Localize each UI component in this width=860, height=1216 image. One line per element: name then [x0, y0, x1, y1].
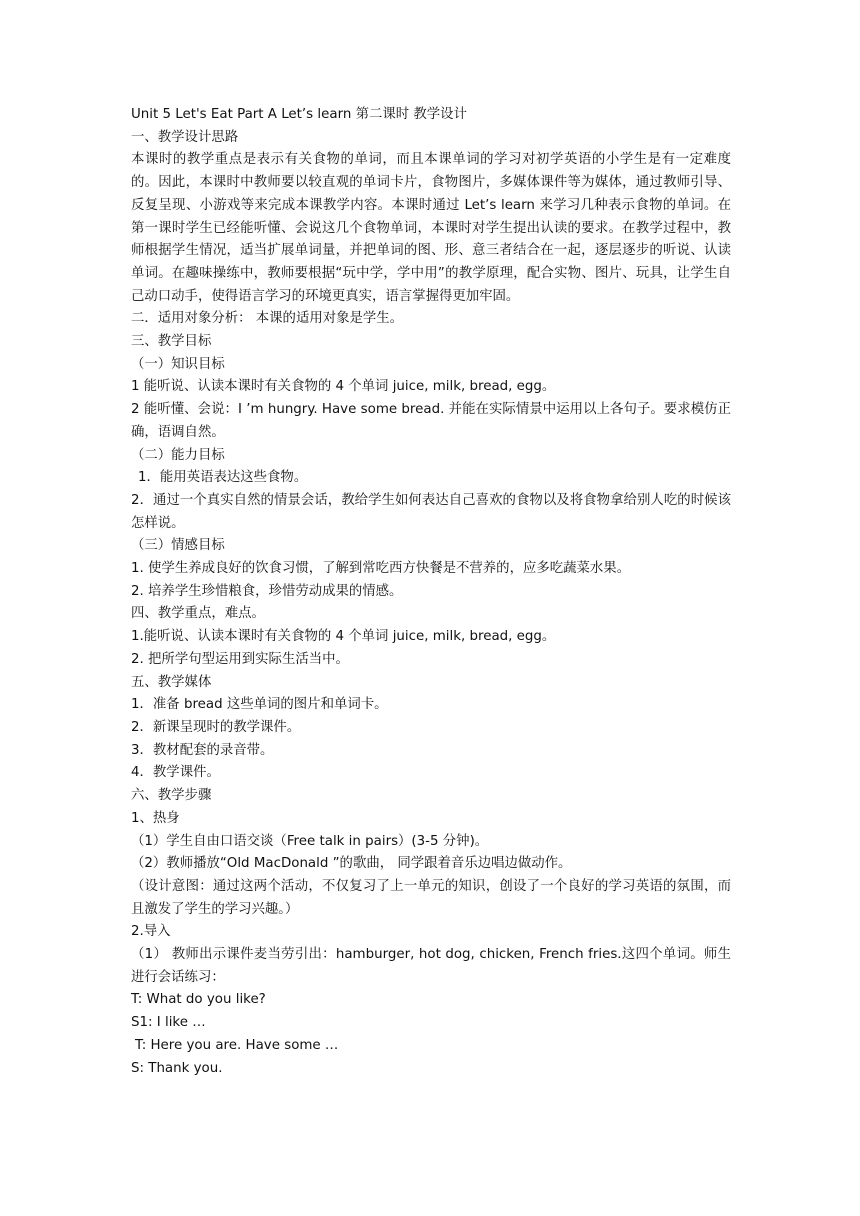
warmup-design-note: （设计意图：通过这两个活动，不仅复习了上一单元的知识，创设了一个良好的学习英语的氛围，而且激发了学生的学习兴趣。） [131, 878, 731, 917]
dialogue-line-4: S: Thank you. [131, 1060, 223, 1076]
section-heading-steps: 六、教学步骤 [131, 788, 212, 804]
media-item-1: 1．准备 bread 这些单词的图片和单词卡。 [131, 697, 388, 713]
emotion-item-1: 1. 使学生养成良好的饮食习惯，了解到常吃西方快餐是不营养的，应多吃蔬菜水果。 [131, 561, 631, 577]
warmup-item-1: （1）学生自由口语交谈（Free talk in pairs）(3-5 分钟)。 [131, 833, 489, 849]
document-title: Unit 5 Let's Eat Part A Let’s learn 第二课时 教学设计 [131, 107, 467, 122]
section-heading-media: 五、教学媒体 [131, 674, 212, 690]
design-idea-paragraph: 本课时的教学重点是表示有关食物的单词，而且本课单词的学习对初学英语的小学生是有一定难度的。因此，本课时中教师要以较直观的单词卡片，食物图片，多媒体课件等为媒体，通过教师引导、反复呈现、小游戏等来完成本课教学内容。本课时通过 Let’s learn 来学习几种表示食物的单词。在第一课时学生已经能听懂、会说这几个食物单词，本课时对学生提出认读的要求。在教学过程中，教师根据学生情况，适当扩展单词量，并把单词的图、形、意三者结合在一起，逐层逐步的听说、认读单词。在趣味操练中，教师要根据“玩中学，学中用”的教学原理，配合实物、图片、玩具，让学生自己动口动手，使得语言学习的环境更真实，语言掌握得更加牢固。 [131, 152, 731, 304]
audience-analysis: 二．适用对象分析： 本课的适用对象是学生。 [131, 311, 404, 327]
warmup-item-2: （2）教师播放“Old MacDonald ”的歌曲， 同学跟着音乐边唱边做动作。 [131, 856, 572, 872]
lead-in-item-1: （1） 教师出示课件麦当劳引出：hamburger, hot dog, chicken, French fries.这四个单词。师生进行会话练习： [131, 947, 731, 985]
ability-item-1: 1．能用英语表达这些食物。 [138, 470, 308, 486]
section-heading-design-idea: 一、教学设计思路 [131, 129, 239, 145]
emotion-item-2: 2. 培养学生珍惜粮食，珍惜劳动成果的情感。 [131, 583, 403, 599]
media-item-4: 4．教学课件。 [131, 765, 220, 781]
subheading-emotion: （三）情感目标 [131, 538, 225, 554]
key-point-1: 1.能听说、认读本课时有关食物的 4 个单词 juice, milk, bread, egg。 [131, 629, 556, 645]
subheading-knowledge: （一）知识目标 [131, 356, 225, 372]
step-lead-in-heading: 2.导入 [131, 924, 171, 940]
dialogue-line-1: T: What do you like? [131, 992, 266, 1008]
key-point-2: 2. 把所学句型运用到实际生活当中。 [131, 651, 349, 667]
knowledge-item-1: 1 能听说、认读本课时有关食物的 4 个单词 juice, milk, bread, egg。 [131, 379, 556, 395]
media-item-2: 2．新课呈现时的教学课件。 [131, 719, 301, 735]
ability-item-2: 2．通过一个真实自然的情景会话，教给学生如何表达自己喜欢的食物以及将食物拿给别人吃的时候该怎样说。 [131, 492, 731, 531]
section-heading-key-points: 四、教学重点，难点。 [131, 606, 265, 622]
knowledge-item-2: 2 能听懂、会说：I ’m hungry. Have some bread. 并能在实际情景中运用以上各句子。要求模仿正确，语调自然。 [131, 402, 731, 440]
step-warmup-heading: 1、热身 [131, 810, 180, 826]
section-heading-objectives: 三、教学目标 [131, 334, 212, 350]
subheading-ability: （二）能力目标 [131, 447, 225, 463]
dialogue-line-2: S1: I like … [131, 1015, 206, 1031]
dialogue-line-3: T: Here you are. Have some … [135, 1037, 339, 1053]
media-item-3: 3．教材配套的录音带。 [131, 742, 274, 758]
document-body [131, 104, 731, 1080]
